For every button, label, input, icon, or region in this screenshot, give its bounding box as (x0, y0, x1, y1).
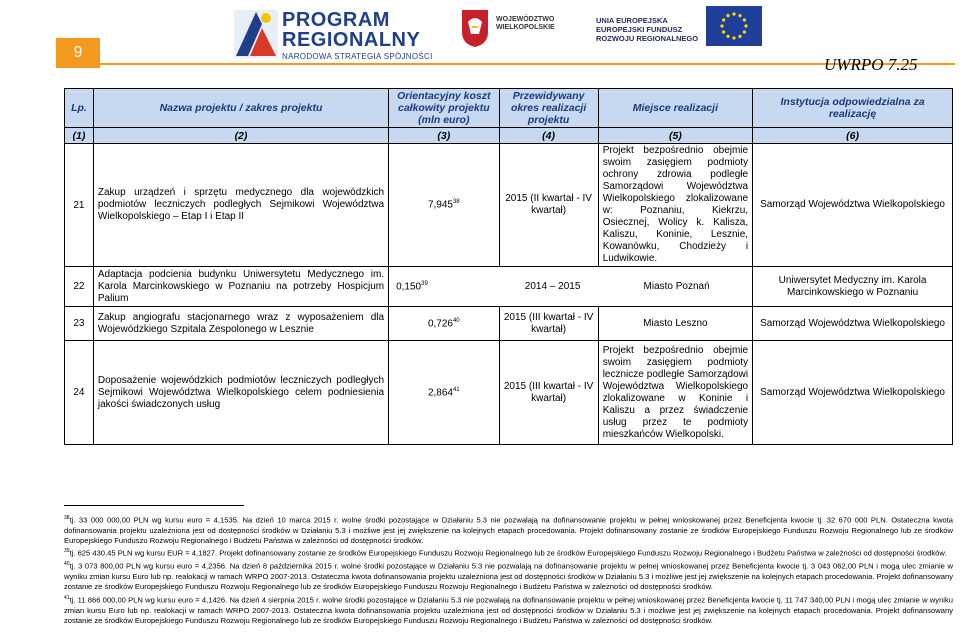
column-number: (2) (93, 128, 388, 144)
table-row (65, 144, 953, 267)
row-cost-cell (389, 144, 499, 267)
projects-table (64, 88, 953, 445)
footnote-ref[interactable]: 41 (452, 386, 460, 393)
voivodeship-crest-icon (460, 8, 490, 48)
table-row (65, 341, 953, 445)
row-cost-cell (389, 341, 499, 445)
row-location: Miasto Poznań (643, 280, 710, 292)
footnote-ref[interactable]: 38 (452, 199, 460, 206)
footnote (64, 593, 953, 626)
row-merged-cell (389, 267, 753, 307)
table-row (65, 267, 953, 307)
column-number: (5) (598, 128, 752, 144)
voivodeship-line2: WIELKOPOLSKIE (496, 24, 555, 31)
document-code: UWRPO 7.25 (824, 55, 918, 74)
row-lp: 24 (65, 341, 94, 445)
footnote (64, 559, 953, 592)
row-project-name: Zakup urządzeń i sprzętu medycznego dla wojewódzkich podmiotów leczniczych podległych Sejmikowi Województwa Wielkopolskiego – Etap I i Etap II (93, 144, 388, 267)
row-location: Projekt bezpośrednio obejmie swoim zasięgiem podmioty lecznicze podległe Samorządowi Województwa Wielkopolskiego zlokalizowane w Koninie i Kaliszu a przez świadczenie usług przez te podmioty mieszkańców Wielkopolski. (598, 341, 752, 445)
row-project-name: Doposażenie wojewódzkich podmiotów leczniczych podległych Sejmikowi Województwa Wielkopolskiego celem podniesienia jakości świadczonych usług (93, 341, 388, 445)
row-location: Miasto Leszno (598, 307, 752, 341)
eu-fund-text (596, 16, 698, 43)
header-location: Miejsce realizacji (598, 89, 752, 128)
row-project-name: Adaptacja podcienia budynku Uniwersytetu Medycznego im. Karola Marcinkowskiego w Poznaniu na potrzeby Hospicjum Palium (93, 267, 388, 307)
program-regionalny-logo-text (282, 10, 433, 61)
logo-line-program: PROGRAM (282, 9, 390, 31)
footnote-number: 41 (64, 594, 70, 601)
footnote-text: tj. 11 866 000,00 PLN wg kursu euro = 4,1426. Na dzień 4 sierpnia 2015 r. wolne środki pozostające w Działaniu 5.3 nie pozwalają na dofinansowanie projektu w pełnej wnioskowanej przez Beneficjenta kwocie tj. 11 747 340,00 PLN i mogą ulec zmianie w wyniku zmian kursu Euro lub np. realokacji w ramach WRPO 2007-2013. Ostateczna kwota dofinansowania projektu uzależniona jest od dostępności środków w Działaniu 5.3 i możliwe jest jej zwiększenie na kolejnych etapach procedowania. Projekt dofinansowany zostanie ze środków Europejskiego Funduszu Rozwoju Regionalnego lub ze środków Europejskiego Funduszu Rozwoju Regionalnego i Budżetu Państwa w zależności od dostępności środków. (64, 595, 953, 625)
column-number: (4) (499, 128, 598, 144)
footnotes (64, 513, 953, 626)
row-period: 2015 (III kwartał - IV kwartał) (499, 307, 598, 341)
footnote-ref[interactable]: 39 (421, 280, 428, 287)
row-period: 2014 – 2015 (524, 280, 581, 292)
row-cost: 7,945 (427, 199, 453, 211)
logo-bar (232, 0, 752, 68)
header-cost: Orientacyjny koszt całkowity projektu (mln euro) (389, 89, 499, 128)
row-lp: 21 (65, 144, 94, 267)
row-period: 2015 (II kwartał - IV kwartał) (499, 144, 598, 267)
page-number: 9 (56, 38, 100, 68)
row-period: 2015 (III kwartał - IV kwartał) (499, 341, 598, 445)
row-institution: Samorząd Województwa Wielkopolskiego (753, 144, 953, 267)
row-project-name: Zakup angiografu stacjonarnego wraz z wyposażeniem dla Wojewódzkiego Szpitala Zespolonego w Lesznie (93, 307, 388, 341)
table-header-row (65, 89, 953, 128)
eu-flag-icon (706, 6, 762, 46)
column-number: (6) (753, 128, 953, 144)
row-institution: Samorząd Województwa Wielkopolskiego (753, 307, 953, 341)
footnote-text: tj. 625 430,45 PLN wg kursu EUR = 4,1827. Projekt dofinansowany zostanie ze środków Europejskiego Funduszu Rozwoju Regionalnego lub ze środków Europejskiego Funduszu Rozwoju Regionalnego i Budżetu Państwa w zależności od dostępności środków. (69, 548, 947, 558)
voivodeship-logo-text (496, 16, 555, 32)
logo-line-regionalny: REGIONALNY (282, 29, 421, 51)
row-lp: 22 (65, 267, 94, 307)
voivodeship-line1: WOJEWÓDZTWO (496, 16, 555, 23)
column-number: (3) (389, 128, 499, 144)
eu-line2: EUROPEJSKI FUNDUSZ (596, 25, 683, 34)
row-cost: 0,150 (396, 281, 422, 293)
row-cost: 2,864 (427, 387, 453, 399)
footnote-separator (64, 505, 244, 506)
header-period: Przewidywany okres realizacji projektu (499, 89, 598, 128)
row-location: Projekt bezpośrednio obejmie swoim zasięgiem podmioty ochrony zdrowia podległe Samorządowi Województwa Wielkopolskiego zlokalizowane w: Poznaniu, Kiekrzu, Osiecznej, Wolicy k. Kalisza, Kaliszu, Koninie, Lesznie, Kowanówku, Chodzieży i Ludwikowie. (598, 144, 752, 267)
column-numbers-row (65, 128, 953, 144)
footnote-number: 40 (64, 561, 70, 568)
row-cost: 0,726 (427, 318, 453, 330)
footnote-ref[interactable]: 40 (452, 317, 460, 324)
header-project-name: Nazwa projektu / zakres projektu (93, 89, 388, 128)
program-regionalny-logo-mark (232, 6, 280, 62)
table-row (65, 307, 953, 341)
footnote (64, 546, 953, 559)
footnote-text: tj. 3 073 800,00 PLN wg kursu euro = 4,2356. Na dzień 8 października 2015 r. wolne środki pozostające w Działaniu 5.3 nie pozwalają na dofinansowanie projektu w pełnej wnioskowanej przez Beneficjenta kwocie tj. 3 043 062,00 PLN i mogą ulec zmianie w wyniku zmian kursu Euro lub np. realokacji w ramach WRPO 2007-2013. Ostateczna kwota dofinansowania projektu uzależniona jest od dostępności środków w Działaniu 5.3 i możliwe jest jej zwiększenie na kolejnych etapach procedowania. Projekt dofinansowany zostanie ze środków Europejskiego Funduszu Rozwoju Regionalnego lub ze środków Europejskiego Funduszu Rozwoju Regionalnego i Budżetu Państwa w zależności od dostępności środków. (64, 561, 953, 592)
footnote (64, 513, 953, 546)
row-cost-cell (389, 281, 504, 292)
logo-line-strategy: NARODOWA STRATEGIA SPÓJNOŚCI (282, 52, 433, 61)
footnote-number: 39 (64, 548, 70, 555)
footnote-text: tj. 33 000 000,00 PLN wg kursu euro = 4,1535. Na dzień 10 marca 2015 r. wolne środki pozostające w Działaniu 5.3 nie pozwalają na dofinansowanie projektu w pełnej wnioskowanej przez Beneficjenta kwocie tj. 32 670 000 PLN. Ostateczna kwota dofinansowania projektu uzależniona jest od dostępności środków w Działaniu 5.3 i możliwe jest jej zwiększenie na kolejnych etapach procedowania. Projekt dofinansowany zostanie ze środków Europejskiego Funduszu Rozwoju Regionalnego lub ze środków Europejskiego Funduszu Rozwoju Regionalnego i Budżetu Państwa w zależności od dostępności środków. (64, 515, 953, 546)
column-number: (1) (65, 128, 94, 144)
header-institution: Instytucja odpowiedzialna za realizację (753, 89, 953, 128)
footnote-number: 38 (64, 515, 70, 521)
row-cost-cell (389, 307, 499, 341)
row-institution: Samorząd Województwa Wielkopolskiego (753, 341, 953, 445)
row-institution: Uniwersytet Medyczny im. Karola Marcinkowskiego w Poznaniu (753, 267, 953, 307)
row-lp: 23 (65, 307, 94, 341)
header-lp: Lp. (65, 89, 94, 128)
eu-line1: UNIA EUROPEJSKA (596, 16, 668, 25)
eu-line3: ROZWOJU REGIONALNEGO (596, 34, 699, 43)
